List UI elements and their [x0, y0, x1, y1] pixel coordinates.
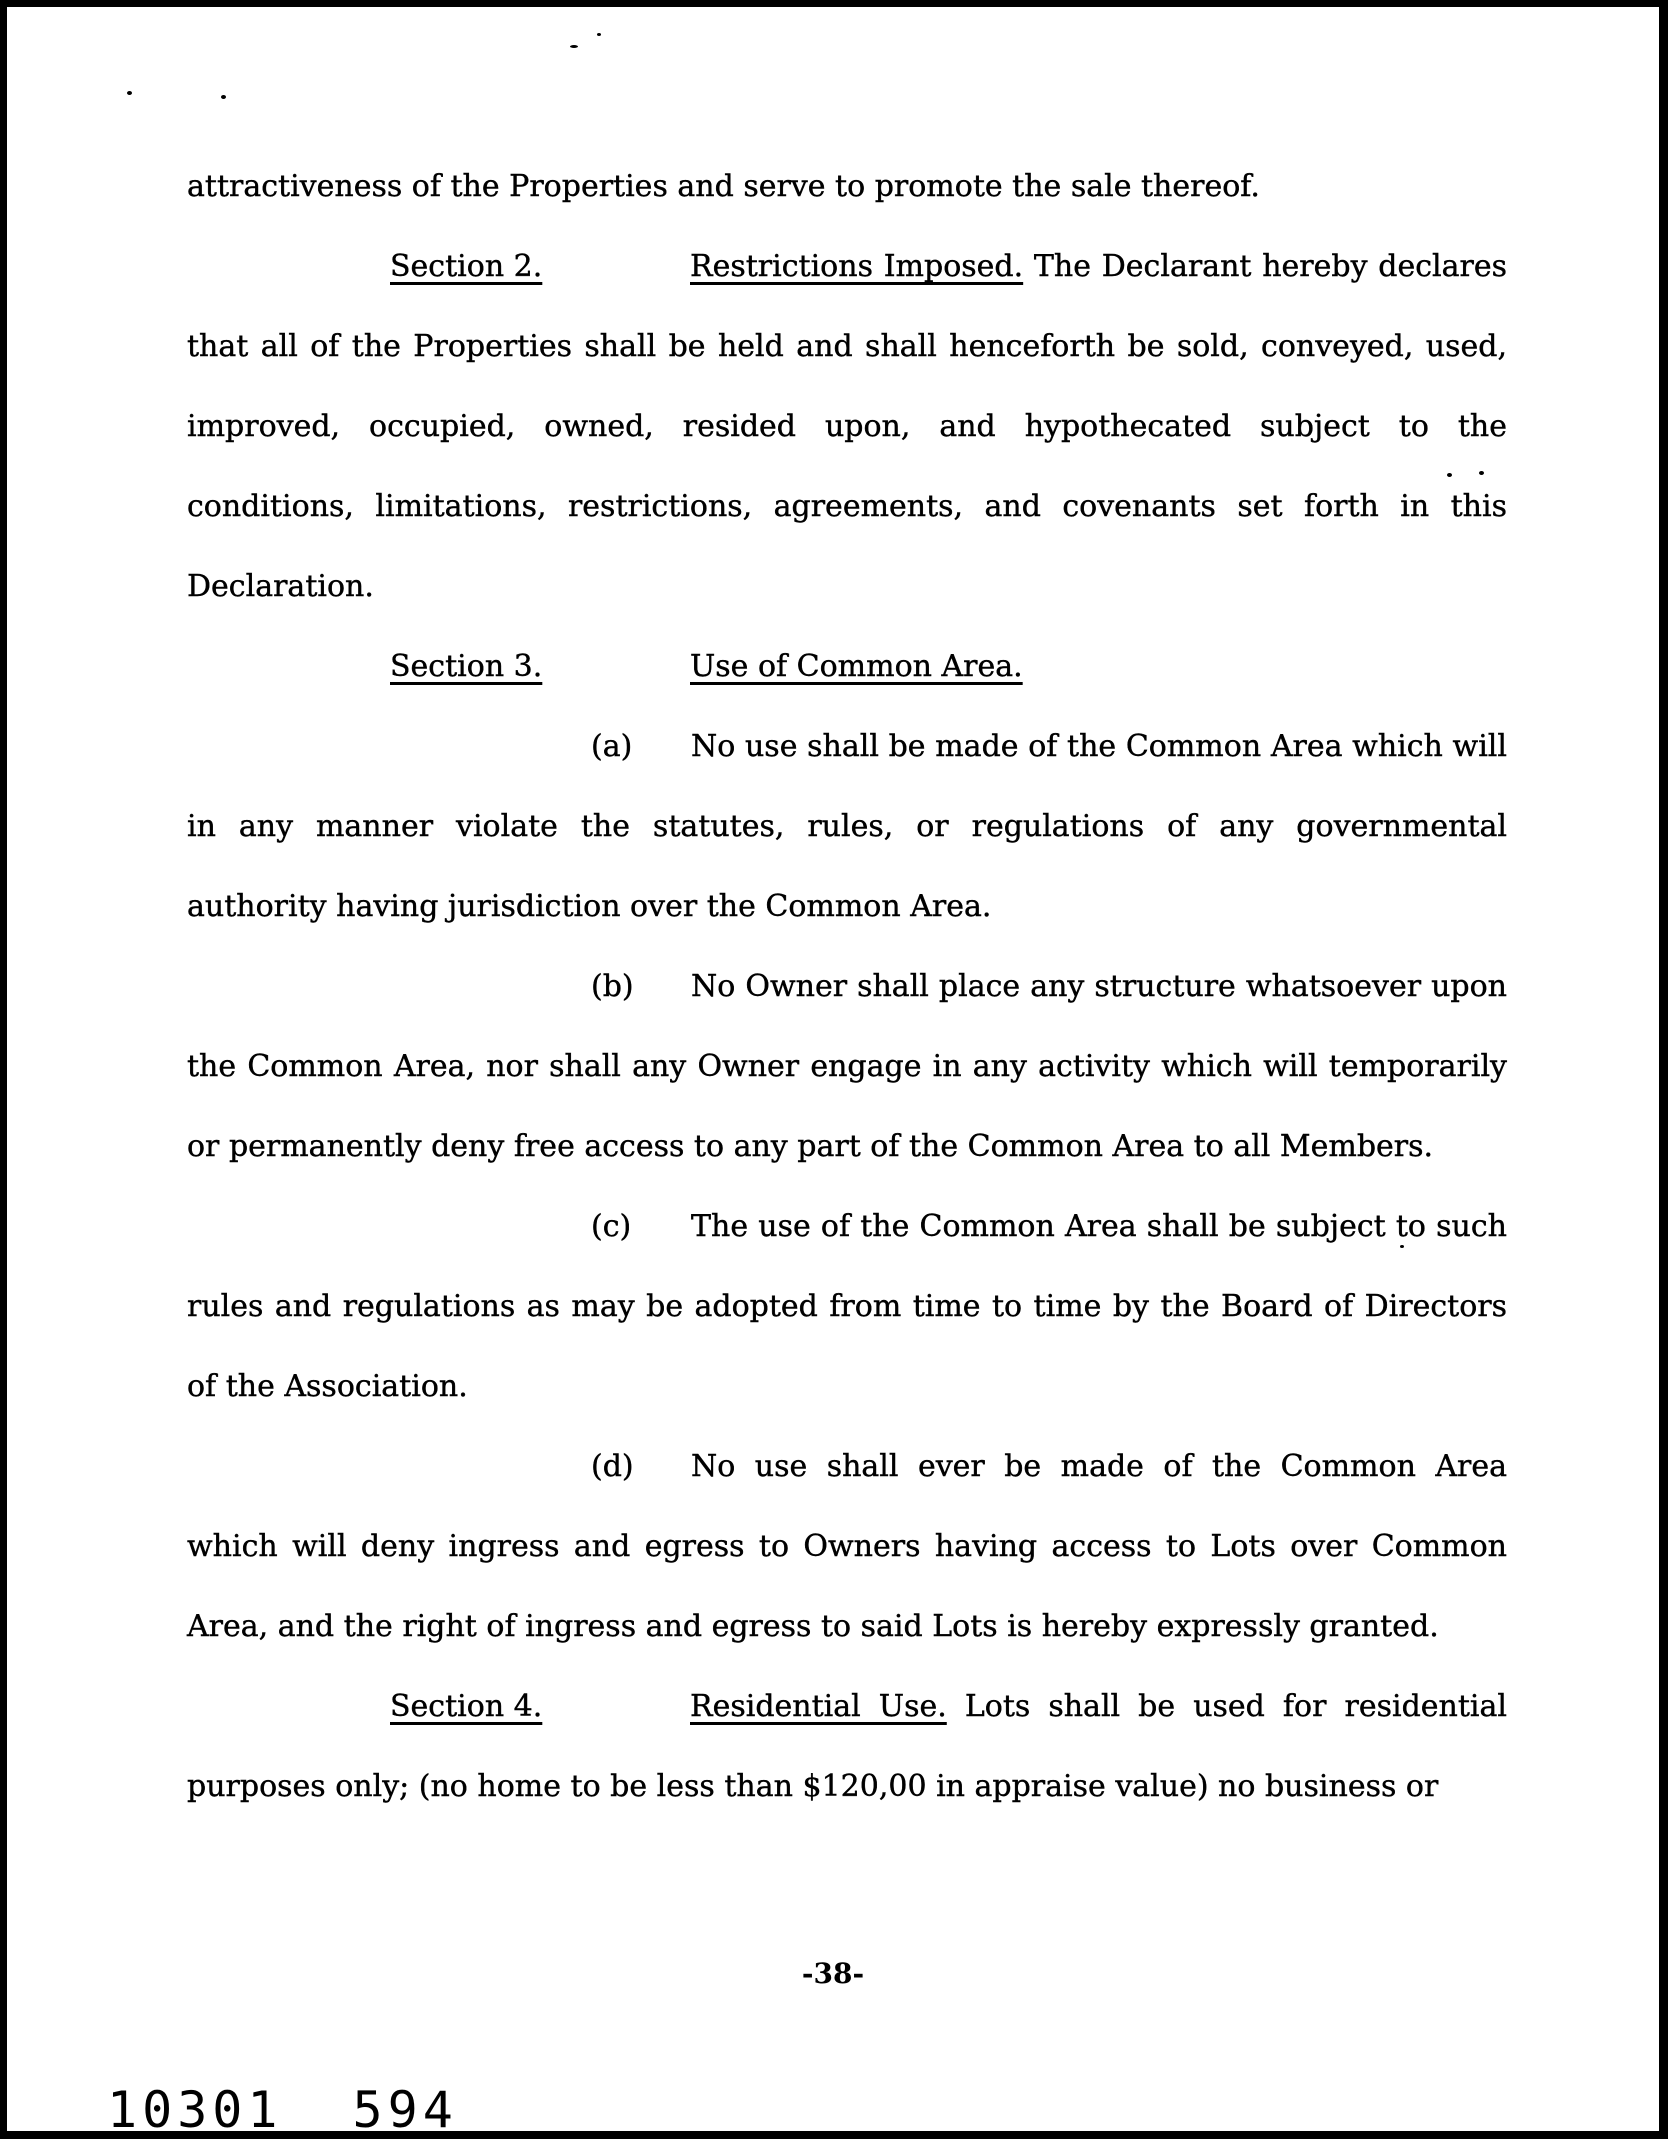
item-text: No Owner shall place any structure whatsoever upon the Common Area, nor shall any Owner engage in any activity which will temporarily or permanently deny free access to any part of the Common Area to all Members. [187, 969, 1507, 1164]
section-4-body: Lots shall be used for residential purposes only; (no home to be less than $120,00 in appraise value) no business or [187, 1689, 1507, 1804]
section-3-title: Use of Common Area. [690, 649, 1023, 684]
section-2-title: Restrictions Imposed. [690, 249, 1024, 284]
page-number: -38- [801, 1957, 865, 1990]
item-label: (a) [591, 729, 633, 764]
continuation-paragraph: attractiveness of the Properties and serve to promote the sale thereof. [187, 169, 1260, 204]
section-4-title: Residential Use. [690, 1689, 947, 1724]
item-label: (b) [591, 969, 634, 1004]
section-3-item-c [187, 1187, 1507, 1427]
section-2-body: The Declarant hereby declares that all of the Properties shall be held and shall henceforth be sold, conveyed, used, improved, occupied, owned, resided upon, and hypothecated subject to the conditions, limitations, restrictions, agreements, and covenants set forth in this Declaration. [187, 249, 1507, 604]
item-text: No use shall be made of the Common Area which will in any manner violate the statutes, rules, or regulations of any governmental authority having jurisdiction over the Common Area. [187, 729, 1507, 924]
recording-stamp [107, 2081, 458, 2131]
document-body [187, 147, 1507, 1827]
item-text: No use shall ever be made of the Common Area which will deny ingress and egress to Owners having access to Lots over Common Area, and the right of ingress and egress to said Lots is hereby expressly granted. [187, 1449, 1507, 1644]
item-label: (d) [591, 1449, 634, 1484]
section-3-item-a [187, 707, 1507, 947]
section-2-paragraph [187, 227, 1507, 627]
item-label: (c) [591, 1209, 632, 1244]
section-3-number: Section 3. [390, 649, 543, 684]
scan-speck [127, 91, 132, 95]
stamp-page-number: 594 [352, 2081, 458, 2131]
scan-speck [597, 33, 601, 36]
scan-speck [221, 95, 226, 99]
section-2-number: Section 2. [390, 249, 543, 284]
section-3-heading [187, 627, 1507, 707]
section-3-item-d [187, 1427, 1507, 1667]
scan-speck [570, 45, 578, 48]
stamp-book-number: 10301 [107, 2081, 283, 2131]
document-page [7, 7, 1659, 2131]
section-4-number: Section 4. [390, 1689, 543, 1724]
section-4-paragraph [187, 1667, 1507, 1827]
item-text: The use of the Common Area shall be subject to such rules and regulations as may be adopted from time to time by the Board of Directors of the Association. [187, 1209, 1507, 1404]
section-3-item-b [187, 947, 1507, 1187]
